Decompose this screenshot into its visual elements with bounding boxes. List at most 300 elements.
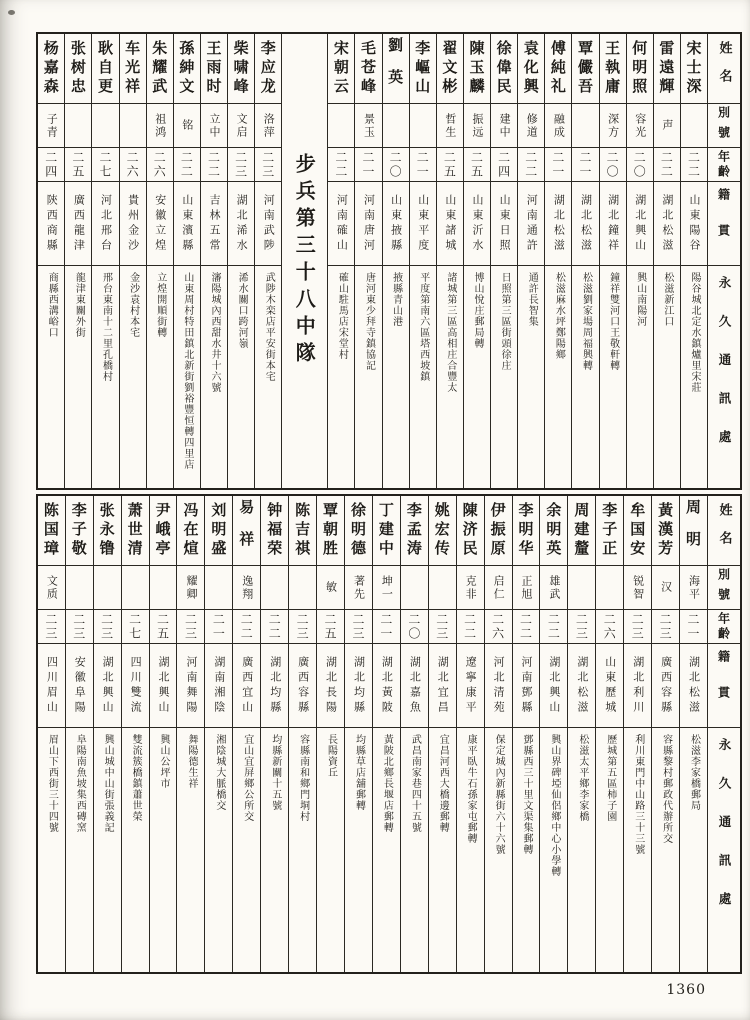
age-value: 二〇 [388,150,403,179]
person-column [354,34,381,488]
native-cell [681,182,707,266]
age-cell [38,148,64,182]
person-column [456,496,484,972]
roster-frame [36,32,742,974]
name-value: 何明照 [630,40,649,97]
address-value: 松滋太平鄉李家橋 [576,734,588,822]
name-cell [513,496,540,566]
name-cell [485,496,512,566]
name-value: 张树忠 [68,40,87,97]
native-cell [38,182,64,266]
age-cell [373,610,400,644]
name-value: 周建釐 [572,502,591,559]
age-value: 二三 [574,612,589,641]
name-value: 余明英 [544,502,563,559]
age-cell [518,148,544,182]
alias-value: 耀卿 [184,574,198,601]
age-value: 二六 [602,612,617,641]
age-value: 二一 [378,612,393,641]
address-cell [201,266,227,488]
native-cell [513,644,540,728]
unit-title-column [281,34,327,488]
person-column [146,34,173,488]
alias-cell [491,104,517,148]
age-value: 二三 [630,612,645,641]
name-value: 钟福荣 [265,502,284,559]
alias-cell [513,566,540,610]
address-cell [122,728,149,972]
native-value: 湖南湘陰 [212,655,226,716]
name-cell [654,34,680,104]
address-cell [401,728,428,972]
address-cell [568,728,595,972]
person-column [567,496,595,972]
name-value: 萧世清 [125,502,144,559]
address-value: 舞陽德生祥 [185,734,197,789]
native-cell [680,644,707,728]
native-cell [150,644,177,728]
address-value: 立煌開順街轉 [154,272,166,338]
address-value: 鐘祥雙河口王敬軒轉 [607,272,619,371]
person-column [65,496,93,972]
person-column [64,34,91,488]
native-value: 湖北均縣 [268,655,282,716]
name-cell [122,496,149,566]
age-value: 二二 [686,150,701,179]
address-value: 雙流簇橋鎮蕭世榮 [130,734,142,822]
header-address-label: 永久通訊處 [717,276,732,469]
address-cell [545,266,571,488]
address-cell [205,728,232,972]
age-cell [174,148,200,182]
alias-cell [355,104,381,148]
alias-value: 子青 [45,112,59,139]
name-value: 雷遠輝 [657,40,676,97]
native-value: 河南武陟 [262,193,276,254]
address-value: 浠水關口跨河嶺 [236,272,248,349]
address-cell [228,266,254,488]
age-value: 二二 [523,150,538,179]
age-cell [201,148,227,182]
age-cell [345,610,372,644]
native-value: 湖北松滋 [687,655,701,716]
name-cell [652,496,679,566]
address-value: 博山悅庄郵局轉 [471,272,483,349]
native-cell [177,644,204,728]
scan-artifact [8,10,15,15]
person-column [400,496,428,972]
native-cell [652,644,679,728]
address-cell [681,266,707,488]
age-cell [437,148,463,182]
age-cell [317,610,344,644]
age-value: 二二 [546,612,561,641]
alias-cell [92,104,118,148]
alias-value: 祖鸿 [153,112,167,139]
native-value: 河南舞陽 [184,655,198,716]
age-cell [401,610,428,644]
address-value: 長陽資丘 [325,734,337,778]
name-value: 冯在煊 [181,502,200,559]
name-value: 丁建中 [376,502,395,559]
name-cell [38,496,65,566]
age-value: 二六 [125,150,140,179]
header-native-label: 籍貫 [716,187,731,260]
name-cell [518,34,544,104]
address-value: 利川東門中山路三十三號 [632,734,644,855]
name-value: 张永镥 [97,502,116,559]
age-cell [150,610,177,644]
native-value: 貴州金沙 [126,193,140,254]
address-cell [518,266,544,488]
native-cell [147,182,173,266]
alias-cell [568,566,595,610]
alias-value: 哲生 [443,112,457,139]
age-value: 二四 [43,150,58,179]
name-cell [373,496,400,566]
alias-cell [373,566,400,610]
header-age-label: 年齡 [716,611,731,642]
alias-cell [545,104,571,148]
native-value: 廣西宜山 [240,655,254,716]
alias-value: 立中 [207,112,221,139]
person-column [91,34,118,488]
native-cell [355,182,381,266]
header-native-cell [708,644,740,728]
native-cell [255,182,281,266]
address-cell [410,266,436,488]
name-cell [596,496,623,566]
name-value: 劉英 [386,36,405,101]
native-value: 四川眉山 [45,655,59,716]
address-value: 松滋李家橋郵局 [688,734,700,811]
native-cell [94,644,121,728]
age-value: 二七 [97,150,112,179]
native-value: 安徽立煌 [153,193,167,254]
native-cell [624,644,651,728]
age-cell [540,610,567,644]
alias-cell [429,566,456,610]
header-alias-cell [708,104,740,148]
age-value: 二七 [127,612,142,641]
name-value: 王執庸 [603,40,622,97]
person-column [254,34,281,488]
address-value: 金沙袁村本宅 [127,272,139,338]
age-value: 二六 [152,150,167,179]
native-value: 湖北浠水 [235,193,249,254]
native-value: 山東日照 [498,193,512,254]
address-value: 掖縣青山港 [390,272,402,327]
person-column [121,496,149,972]
name-value: 徐明德 [348,502,367,559]
alias-cell [38,104,64,148]
address-cell [65,266,91,488]
address-value: 湘陰城大脈橋交 [213,734,225,811]
person-column [539,496,567,972]
person-column [382,34,409,488]
alias-cell [122,566,149,610]
alias-cell [518,104,544,148]
alias-cell [201,104,227,148]
age-value: 二二 [462,612,477,641]
name-cell [464,34,490,104]
native-value: 河北邢台 [99,193,113,254]
native-value: 安徽阜陽 [73,655,87,716]
alias-value: 振远 [470,112,484,139]
name-cell [38,34,64,104]
name-cell [491,34,517,104]
address-cell [437,266,463,488]
name-cell [174,34,200,104]
native-value: 山東濱縣 [180,193,194,254]
age-cell [491,148,517,182]
alias-value: 容光 [633,112,647,139]
native-cell [410,182,436,266]
name-value: 袁化興 [521,40,540,97]
age-value: 二三 [43,612,58,641]
native-cell [518,182,544,266]
alias-value: 汉 [659,581,673,594]
age-cell [545,148,571,182]
native-value: 湖北均縣 [352,655,366,716]
age-cell [66,610,93,644]
person-column [544,34,571,488]
address-value: 武陟木栾店平安街本宅 [263,272,275,382]
name-value: 李嶇山 [413,40,432,97]
name-cell [627,34,653,104]
age-cell [92,148,118,182]
alias-cell [600,104,626,148]
address-value: 鄧縣西三十里文渠集郵轉 [521,734,532,855]
person-column [344,496,372,972]
native-cell [572,182,598,266]
address-value: 商縣西溝峪口 [46,272,58,338]
age-cell [355,148,381,182]
address-value: 松滋新江口 [661,272,673,327]
native-cell [38,644,65,728]
address-value: 容縣黎村郵政代辦所交 [660,734,672,844]
name-cell [201,34,227,104]
address-cell [120,266,146,488]
age-cell [38,610,65,644]
alias-cell [177,566,204,610]
address-cell [429,728,456,972]
header-address-label: 永久通訊處 [717,738,732,931]
address-cell [147,266,173,488]
alias-value: 雄武 [547,574,561,601]
alias-cell [150,566,177,610]
native-cell [401,644,428,728]
age-cell [205,610,232,644]
age-cell [485,610,512,644]
native-cell [540,644,567,728]
native-cell [345,644,372,728]
alias-cell [228,104,254,148]
address-cell [177,728,204,972]
address-value: 容縣南和鄉門垌村 [297,734,309,822]
age-value: 二三 [183,612,198,641]
age-cell [652,610,679,644]
person-column [436,34,463,488]
age-value: 二二 [239,612,254,641]
native-value: 山東諸城 [443,193,457,254]
age-cell [654,148,680,182]
address-value: 確山駐馬店宋堂村 [336,272,348,360]
name-cell [205,496,232,566]
age-cell [572,148,598,182]
address-value: 龍津東關外街 [73,272,85,338]
address-cell [94,728,121,972]
alias-value: 文启 [235,112,249,139]
address-cell [513,728,540,972]
alias-cell [572,104,598,148]
person-column [288,496,316,972]
native-value: 湖北松滋 [579,193,593,254]
name-cell [94,496,121,566]
alias-value: 锐智 [631,574,645,601]
age-value: 二二 [179,150,194,179]
alias-cell [624,566,651,610]
name-cell [680,496,707,566]
name-value: 姚宏传 [432,502,451,559]
age-value: 二四 [496,150,511,179]
alias-cell [65,104,91,148]
age-cell [94,610,121,644]
address-value: 山東周村特田鎮北新街劉裕豐恒轉四里店 [181,272,193,470]
age-value: 二二 [267,612,282,641]
address-cell [328,266,354,488]
native-value: 湖北興山 [157,655,171,716]
person-column [232,496,260,972]
address-cell [233,728,260,972]
header-name-cell [708,34,740,104]
name-cell [289,496,316,566]
person-column [679,496,707,972]
native-value: 河南通許 [525,193,539,254]
name-value: 孫紳文 [177,40,196,97]
address-cell [289,728,316,972]
person-column [119,34,146,488]
alias-cell [205,566,232,610]
alias-cell [147,104,173,148]
name-cell [572,34,598,104]
person-column [651,496,679,972]
age-cell [429,610,456,644]
address-value: 松滋劉家場周福興轉 [580,272,592,371]
name-value: 李子敬 [69,502,88,559]
age-cell [261,610,288,644]
alias-value: 景玉 [362,112,376,139]
address-cell [627,266,653,488]
person-column [409,34,436,488]
alias-value: 声 [660,119,674,132]
person-column [93,496,121,972]
age-value: 二五 [442,150,457,179]
alias-value: 克非 [464,574,478,601]
person-column [38,496,65,972]
name-cell [681,34,707,104]
person-column [463,34,490,488]
age-cell [177,610,204,644]
alias-cell [317,566,344,610]
person-column [260,496,288,972]
age-cell [464,148,490,182]
native-value: 陝西商縣 [45,193,59,254]
name-cell [437,34,463,104]
name-value: 覃儼吾 [575,40,594,97]
native-value: 河北清苑 [492,655,506,716]
alias-cell [457,566,484,610]
name-value: 黃漢芳 [656,502,675,559]
person-column [595,496,623,972]
address-cell [680,728,707,972]
native-value: 湖北鐘祥 [606,193,620,254]
alias-value: 海平 [687,574,701,601]
alias-value: 深方 [606,112,620,139]
native-cell [66,644,93,728]
address-value: 興山公坪市 [158,734,170,789]
name-cell [383,34,409,104]
unit-title: 步兵第三十八中隊 [292,153,317,369]
alias-cell [233,566,260,610]
age-value: 二三 [434,612,449,641]
age-cell [289,610,316,644]
address-value: 平度第南六區塔西坡鎮 [417,272,429,382]
alias-cell [66,566,93,610]
name-value: 刘明盛 [209,502,228,559]
header-age-label: 年齡 [716,149,731,180]
name-cell [317,496,344,566]
age-value: 二二 [206,150,221,179]
native-cell [205,644,232,728]
age-cell [328,148,354,182]
address-cell [92,266,118,488]
address-cell [373,728,400,972]
native-value: 河南唐河 [362,193,376,254]
address-cell [624,728,651,972]
person-column [149,496,177,972]
native-cell [328,182,354,266]
native-cell [261,644,288,728]
name-cell [92,34,118,104]
name-cell [345,496,372,566]
address-cell [652,728,679,972]
age-value: 二二 [333,150,348,179]
name-value: 柴啸峰 [231,40,250,97]
native-cell [485,644,512,728]
alias-value: 铭 [180,119,194,132]
person-column [316,496,344,972]
age-value: 二〇 [406,612,421,641]
header-age-cell [708,610,740,644]
name-value: 陳济民 [460,502,479,559]
address-value: 黃陂北鄉長堰店郵轉 [381,734,393,833]
person-column [571,34,598,488]
native-value: 湖北興山 [633,193,647,254]
address-value: 眉山下西街三十四號 [46,734,58,833]
header-name-label: 姓名 [716,502,732,559]
name-cell [401,496,428,566]
address-cell [383,266,409,488]
address-cell [491,266,517,488]
age-value: 二五 [70,150,85,179]
age-value: 二五 [323,612,338,641]
alias-cell [485,566,512,610]
alias-value: 洛萍 [262,112,276,139]
native-value: 湖北黃陂 [380,655,394,716]
native-cell [122,644,149,728]
name-value: 杨嘉森 [41,40,60,97]
